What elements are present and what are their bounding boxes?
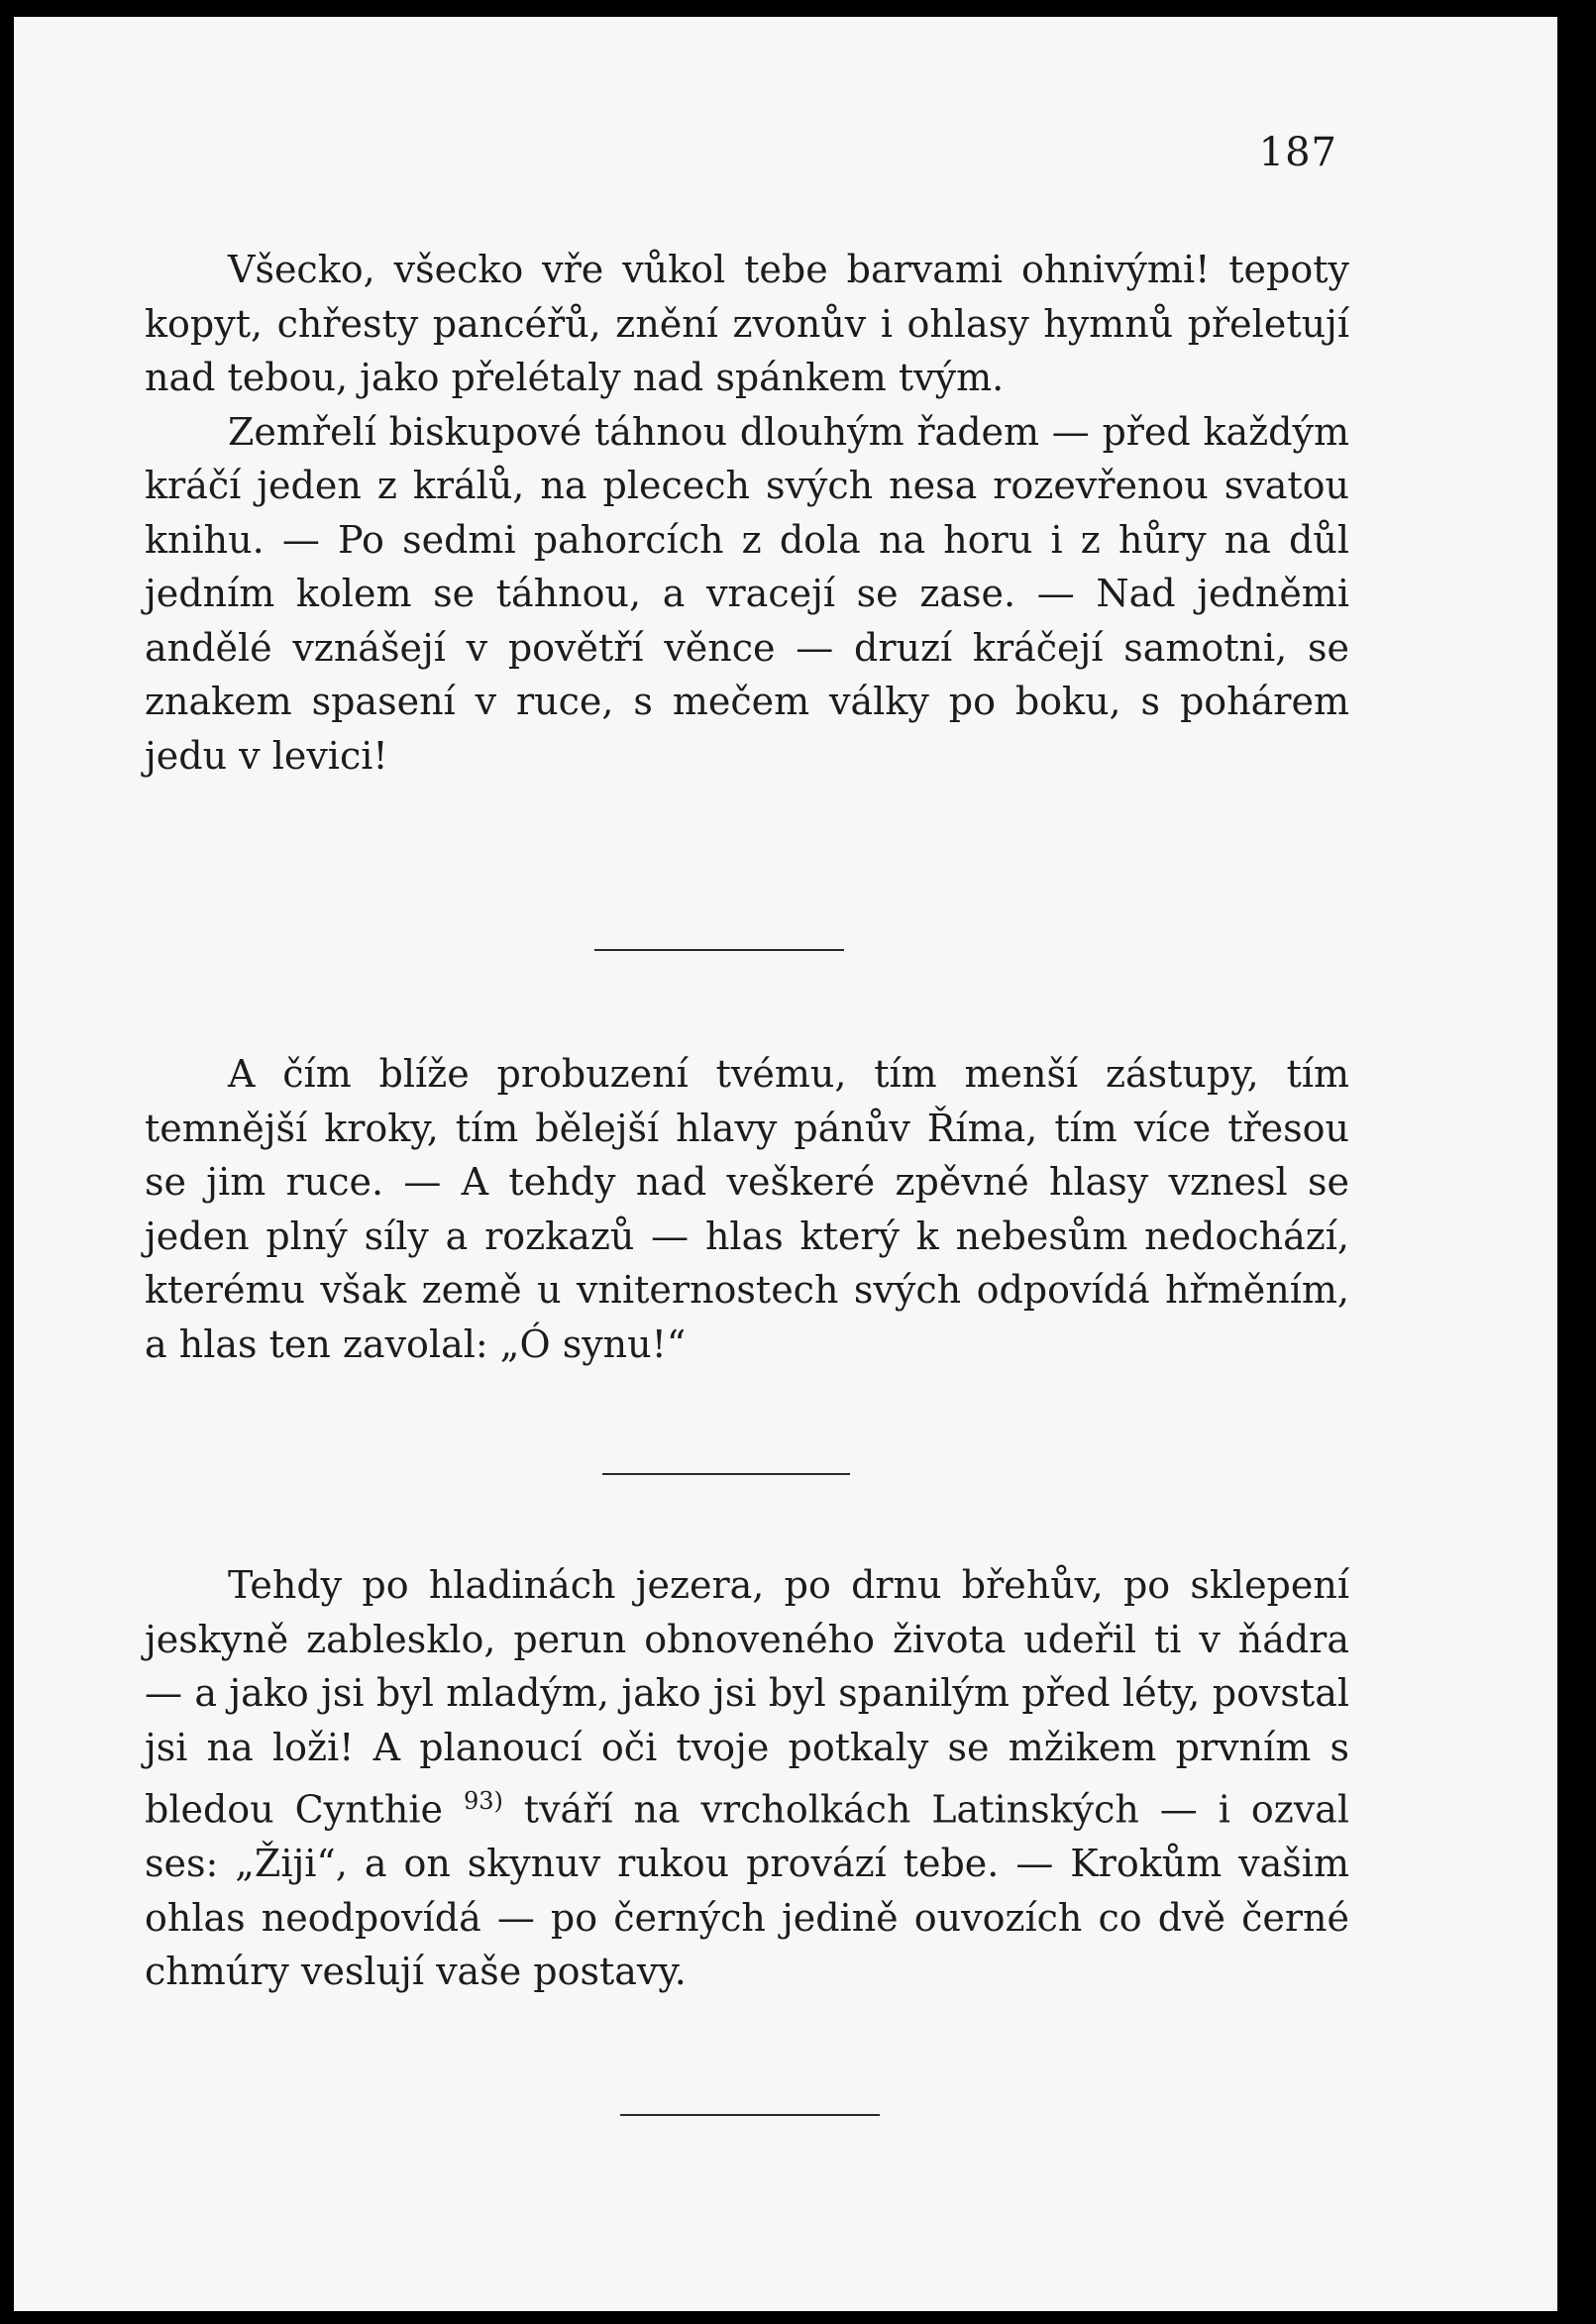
paragraph [145,1558,1349,1999]
paragraph: Všecko, všecko vře vůkol tebe barvami ohnivými! tepoty kopyt, chřesty pancéřů, znění zvonův i ohlasy hymnů přeletují nad tebou, jako přelétaly nad spánkem tvým. [145,248,1349,399]
paragraph: Zemřelí biskupové táhnou dlouhým řadem — před každým kráčí jeden z králů, na plecech svých nesa rozevřenou svatou knihu. — Po sedmi pahorcích z dola na horu i z hůry na důl jedním kolem se táhnou, a vracejí se zase. — Nad jedněmi andělé vznášejí v povětří věnce — druzí kráčejí samotni, se znakem spasení v ruce, s mečem války po boku, s pohárem jedu v levici! [145,409,1349,778]
paragraph-text: tváří na vrcholkách Latinských — i ozval ses: „Žiji“, a on skynuv rukou provází tebe. — Krokům vašim ohlas neodpovídá — po černých jedině ouvozích co dvě černé chmúry veslují vaše postavy. [145,1787,1349,1994]
text-section-3 [145,1558,1349,1999]
section-divider [620,2114,880,2116]
paragraph-text: Tehdy po hladinách jezera, po drnu břehův, po sklepení jeskyně zablesklo, perun obnoveného života udeřil ti v ňádra — a jako jsi byl mladým, jako jsi byl spanilým před léty, povstal jsi na loži! A planoucí oči tvoje potkaly se mžikem prvním s bledou Cynthie [145,1563,1349,1832]
book-page [14,17,1567,2311]
section-divider [602,1473,850,1475]
paragraph: A čím blíže probuzení tvému, tím menší zástupy, tím temnější kroky, tím bělejší hlavy pánův Říma, tím více třesou se jim ruce. — A tehdy nad veškeré zpěvné hlasy vznesl se jeden plný síly a rozkazů — hlas který k nebesům nedochází, kterému však země u vniternostech svých odpovídá hřměním, a hlas ten zavolal: „Ó synu!“ [145,1052,1349,1366]
page-number: 187 [1258,130,1337,175]
text-section-2 [145,1047,1349,1371]
footnote-marker: 93) [463,1787,503,1815]
section-divider [594,949,844,951]
text-section-1 [145,243,1349,783]
